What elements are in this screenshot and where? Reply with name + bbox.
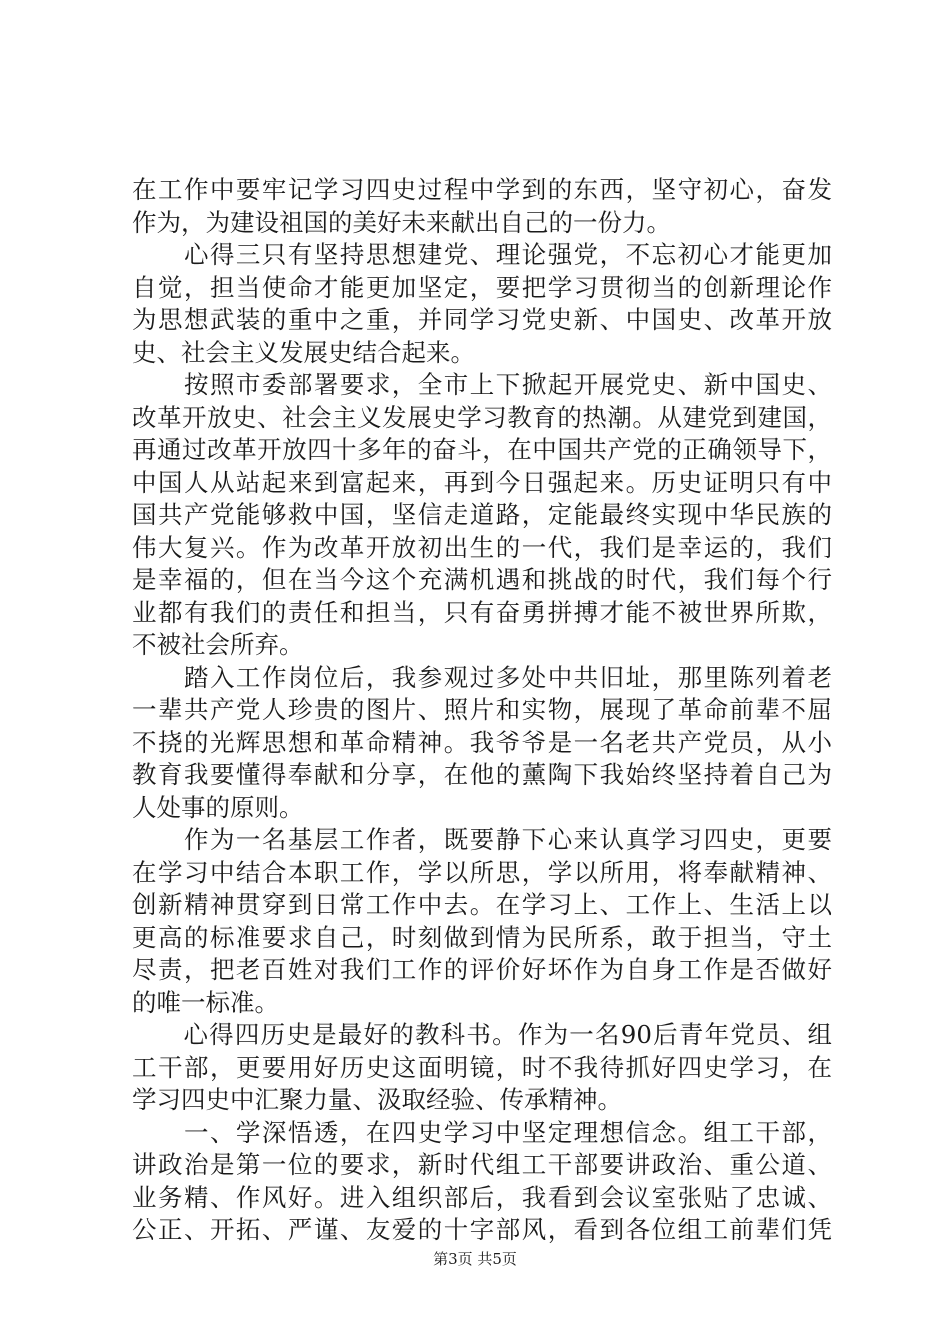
text-line: 心得三只有坚持思想建党、理论强党，不忘初心才能更加 xyxy=(132,240,832,269)
text-line: 作为一名基层工作者，既要静下心来认真学习四史，更要 xyxy=(132,825,832,854)
text-line: 在工作中要牢记学习四史过程中学到的东西，坚守初心，奋发 xyxy=(132,175,832,204)
text-line: 工干部，更要用好历史这面明镜，时不我待抓好四史学习，在 xyxy=(132,1052,832,1082)
text-line: 再通过改革开放四十多年的奋斗，在中国共产党的正确领导下， xyxy=(132,435,832,464)
text-line: 一辈共产党人珍贵的图片、照片和实物，展现了革命前辈不屈 xyxy=(132,695,832,724)
text-line: 为思想武装的重中之重，并同学习党史新、中国史、改革开放 xyxy=(132,305,832,334)
text-line: 创新精神贯穿到日常工作中去。在学习上、工作上、生活上以 xyxy=(132,890,832,919)
text-line: 不被社会所弃。 xyxy=(132,630,304,659)
text-line: 是幸福的，但在当今这个充满机遇和挑战的时代，我们每个行 xyxy=(132,565,832,594)
text-line: 的唯一标准。 xyxy=(132,987,279,1017)
page-footer: 第3页 共5页 xyxy=(433,1250,517,1268)
text-line: 公正、开拓、严谨、友爱的十字部风，看到各位组工前辈们凭 xyxy=(132,1215,832,1244)
text-line: 业都有我们的责任和担当，只有奋勇拼搏才能不被世界所欺， xyxy=(132,597,832,627)
body-text xyxy=(132,174,832,1247)
text-line: 一、学深悟透，在四史学习中坚定理想信念。组工干部， xyxy=(132,1117,832,1147)
text-line: 更高的标准要求自己，时刻做到情为民所系，敢于担当，守土 xyxy=(132,922,832,952)
text-line: 在学习中结合本职工作，学以所思，学以所用，将奉献精神、 xyxy=(132,857,832,887)
text-line: 学习四史中汇聚力量、汲取经验、传承精神。 xyxy=(132,1085,622,1114)
text-line: 尽责，把老百姓对我们工作的评价好坏作为自身工作是否做好 xyxy=(132,955,832,984)
text-line: 改革开放史、社会主义发展史学习教育的热潮。从建党到建国， xyxy=(132,402,832,432)
text-line: 自觉，担当使命才能更加坚定，要把学习贯彻当的创新理论作 xyxy=(132,272,832,302)
text-line: 教育我要懂得奉献和分享，在他的薰陶下我始终坚持着自己为 xyxy=(132,760,832,789)
text-line: 业务精、作风好。进入组织部后，我看到会议室张贴了忠诚、 xyxy=(132,1182,832,1212)
text-line: 按照市委部署要求，全市上下掀起开展党史、新中国史、 xyxy=(132,370,832,399)
text-line: 心得四历史是最好的教科书。作为一名90后青年党员、组 xyxy=(132,1020,832,1049)
text-line: 伟大复兴。作为改革开放初出生的一代，我们是幸运的，我们 xyxy=(132,532,832,562)
text-line: 人处事的原则。 xyxy=(132,792,304,822)
text-line: 踏入工作岗位后，我参观过多处中共旧址，那里陈列着老 xyxy=(132,662,832,692)
text-line: 史、社会主义发展史结合起来。 xyxy=(132,337,475,367)
text-line: 讲政治是第一位的要求，新时代组工干部要讲政治、重公道、 xyxy=(132,1150,832,1179)
text-line: 国共产党能够救中国，坚信走道路，定能最终实现中华民族的 xyxy=(132,500,832,529)
text-line: 不挠的光辉思想和革命精神。我爷爷是一名老共产党员，从小 xyxy=(132,727,832,757)
text-line: 中国人从站起来到富起来，再到今日强起来。历史证明只有中 xyxy=(132,467,832,497)
text-line: 作为，为建设祖国的美好未来献出自己的一份力。 xyxy=(132,207,671,237)
